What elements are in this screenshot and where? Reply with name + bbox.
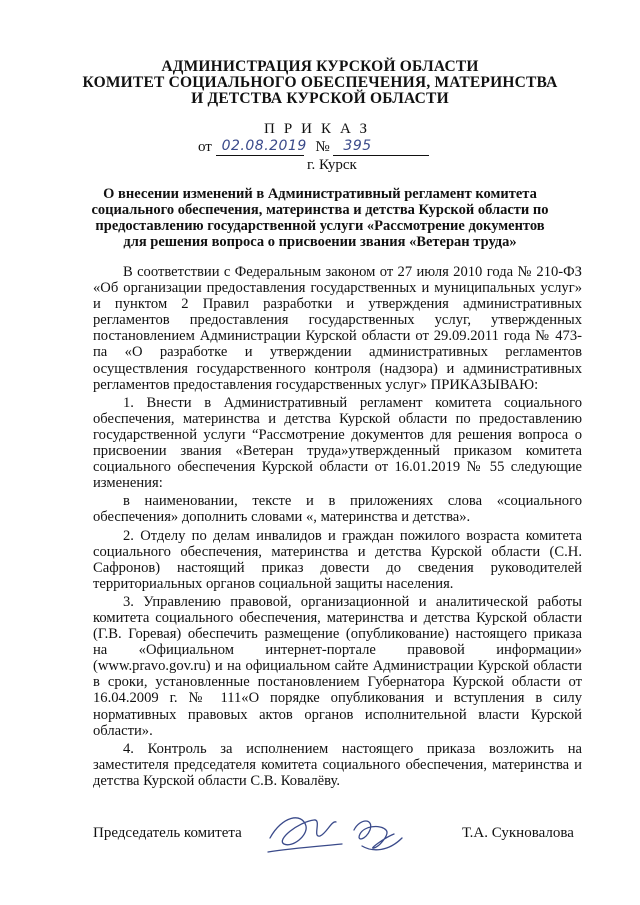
order-body [93, 264, 582, 789]
header-line-3: И ДЕТСТВА КУРСКОЙ ОБЛАСТИ [191, 90, 449, 107]
city: г. Курск [307, 157, 357, 173]
order-title: О внесении изменений в Административный регламент комитета социального обеспечения, материнства и детства Курской области по предоставлению государственной услуги «Рассмотрение документов для решения вопроса о присвоении звания «Ветеран труда» [91, 186, 549, 250]
header-line-2: КОМИТЕТ СОЦИАЛЬНОГО ОБЕСПЕЧЕНИЯ, МАТЕРИНСТВА [82, 74, 558, 91]
handwritten-signature [262, 808, 412, 864]
order-word: ПРИКАЗ [264, 121, 376, 137]
signatory-name: Т.А. Сукновалова [462, 825, 574, 841]
signatory-position: Председатель комитета [93, 825, 242, 841]
order-number: 395 [343, 138, 372, 154]
order-number-line [198, 138, 429, 156]
paragraph-item-1-detail: в наименовании, тексте и в приложениях слова «социального обеспечения» дополнить словами «, материнства и детства». [93, 493, 582, 526]
paragraph-preamble: В соответствии с Федеральным законом от 27 июля 2010 года № 210-ФЗ «Об организации предоставления государственных и муниципальных услуг» и пунктом 2 Правил разработки и утверждения административных регламентов предоставления государственных услуг, утвержденных постановлением Администрации Курской области от 29.09.2011 года № 473-па «О разработке и утверждении административных регламентов осуществления государственного контроля (надзора) и административных регламентов предоставления государственных услуг» ПРИКАЗЫВАЮ: [93, 264, 582, 393]
header-line-1: АДМИНИСТРАЦИЯ КУРСКОЙ ОБЛАСТИ [161, 58, 479, 75]
paragraph-item-1: 1. Внести в Административный регламент комитета социального обеспечения, материнства и детства Курской области по предоставлению государственной услуги “Рассмотрение документов для решения вопроса о присвоении звания «Ветеран труда»утвержденный приказом комитета социального обеспечения Курской области от 16.01.2019 № 55 следующие изменения: [93, 394, 582, 492]
from-label: от [198, 139, 212, 155]
paragraph-item-4: 4. Контроль за исполнением настоящего приказа возложить на заместителя председателя комитета социального обеспечения, материнства и детства Курской области С.В. Ковалёву. [93, 740, 582, 789]
paragraph-item-2: 2. Отделу по делам инвалидов и граждан пожилого возраста комитета социального обеспечения, материнства и детства Курской области (С.Н. Сафронов) настоящий приказ довести до сведения руководителей территориальных органов социальной защиты населения. [93, 527, 582, 592]
date-blank [216, 138, 307, 156]
order-date: 02.08.2019 [221, 138, 307, 154]
number-blank [333, 139, 429, 156]
number-label: № [315, 139, 330, 155]
paragraph-item-3: 3. Управлению правовой, организационной и аналитической работы комитета социального обеспечения, материнства и детства Курской области (Г.В. Горевая) обеспечить размещение (опубликование) настоящего приказа на «Официальном интернет-портале правовой информации» (www.pravo.gov.ru) и на официальном сайте Администрации Курской области в сроки, установленные постановлением Губернатора Курской области от 16.04.2009 г. № 111«О порядке опубликования и вступления в силу нормативных правовых актов органов исполнительной власти Курской области». [93, 593, 582, 739]
